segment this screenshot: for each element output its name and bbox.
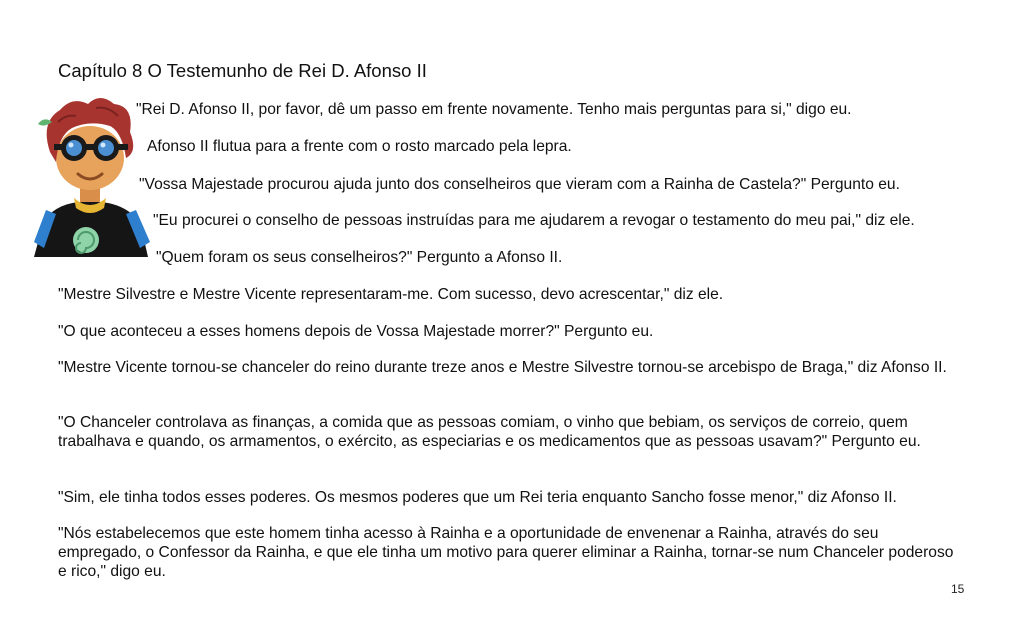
- paragraph: "Sim, ele tinha todos esses poderes. Os mesmos poderes que um Rei teria enquanto Sancho fosse menor," diz Afonso II.: [58, 489, 897, 506]
- paragraph: "Eu procurei o conselho de pessoas instruídas para me ajudarem a revogar o testamento do meu pai," diz ele.: [153, 212, 915, 229]
- paragraph: "Mestre Silvestre e Mestre Vicente representaram-me. Com sucesso, devo acrescentar," diz ele.: [58, 286, 724, 303]
- paragraph: "Mestre Vicente tornou-se chanceler do reino durante treze anos e Mestre Silvestre tornou-se arcebispo de Braga," diz Afonso II.: [58, 359, 947, 376]
- paragraph: "O Chanceler controlava as finanças, a comida que as pessoas comiam, o vinho que bebiam, os serviços de correio, quem trabalhava e quando, os armamentos, o exército, as especiarias e os medicamentos que as pessoas usavam?" Pergunto eu.: [58, 414, 921, 450]
- avatar-character-icon: [30, 92, 152, 260]
- paragraph: "Rei D. Afonso II, por favor, dê um passo em frente novamente. Tenho mais perguntas para si," digo eu.: [136, 101, 852, 118]
- paragraph: "O que aconteceu a esses homens depois de Vossa Majestade morrer?" Pergunto eu.: [58, 323, 654, 340]
- page-number: 15: [951, 582, 965, 596]
- paragraph: "Nós estabelecemos que este homem tinha acesso à Rainha e a oportunidade de envenenar a Rainha, através do seu empregado, o Confessor da Rainha, e que ele tinha um motivo para querer eliminar a Rainha, tornar-se num Chanceler poderoso e rico," digo eu.: [58, 525, 954, 580]
- paragraph: Afonso II flutua para a frente com o rosto marcado pela lepra.: [147, 138, 572, 155]
- paragraph: "Quem foram os seus conselheiros?" Pergunto a Afonso II.: [156, 249, 563, 266]
- chapter-title: Capítulo 8 O Testemunho de Rei D. Afonso II: [58, 60, 427, 81]
- paragraph: "Vossa Majestade procurou ajuda junto dos conselheiros que vieram com a Rainha de Castela?" Pergunto eu.: [139, 176, 900, 193]
